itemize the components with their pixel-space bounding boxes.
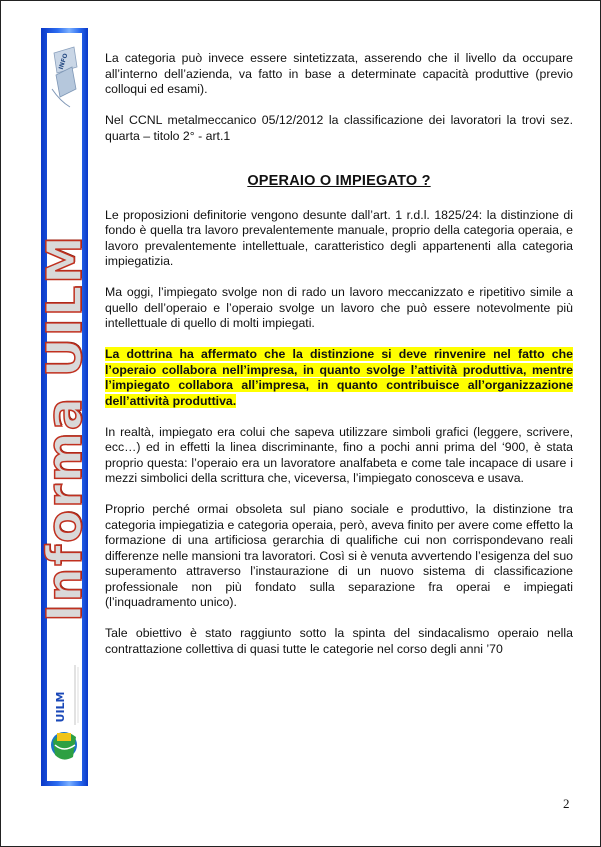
sidebar-inner [36,33,93,781]
paragraph-tale-obiettivo: Tale obiettivo è stato raggiunto sotto la spinta del sindacalismo operaio nella contrattazione collettiva di quasi tutte le categorie nel corso degli anni ’70 [105,626,573,656]
info-badge-text: INFO [57,52,70,71]
info-badge-icon [50,43,80,111]
paragraph-ma-oggi: Ma oggi, l’impiegato svolge non di rado un lavoro meccanizzato e ripetitivo simile a quello dell’operaio e l’operaio svolge un lavoro che può essere notevolmente più intellettuale di quello di molti impiegati. [105,285,573,330]
uilm-logo-text: UILM [54,691,67,723]
informa-uilm-sidebar [36,28,93,786]
paragraph-proposizioni: Le proposizioni definitorie vengono desunte dall’art. 1 r.d.l. 1825/24: la distinzione di fondo è quella tra lavoro prevalentemente manuale, proprio della categoria operaia, e lavoro prevalentemente intellettuale, caratteristico degli appartenenti alla categoria impiegatizia. [105,207,573,268]
vertical-title: Informa UILM [36,234,93,622]
section-heading: OPERAIO O IMPIEGATO ? [247,173,431,189]
paragraph-categoria: La categoria può invece essere sintetizzata, asserendo che il livello da occupare all’interno dell’azienda, va fatto in base a determinate capacità produttive (previo colloqui ed esami). [105,51,573,96]
page-number: 2 [563,796,570,811]
uilm-logo-icon [49,645,80,775]
paragraph-highlighted-wrapper [105,347,573,409]
paragraph-proprio-perche: Proprio perché ormai obsoleta sul piano sociale e produttivo, la distinzione tra categoria impiegatizia e categoria operaia, però, aveva finito per avere come effetto la formazione di una artificiosa gerarchia di qualifiche cui non corrispondevano reali differenze nelle mansioni tra lavoratori. Così si è venuta avvertendo l’esigenza del suo superamento attraverso l’instaurazione di un nuovo sistema di classificazione professionale non più fondato sulla separazione fra operai e impiegati (l’inquadramento unico). [105,502,574,609]
paragraph-dottrina-highlighted: La dottrina ha affermato che la distinzione si deve rinvenire nel fatto che l’operaio collabora nell’impresa, in quanto svolge l’attività produttiva, mentre l’impiegato collabora all’impresa, in quanto contribuisce all’organizzazione dell’attività produttiva. [105,347,573,408]
paragraph-in-realta: In realtà, impiegato era colui che sapeva utilizzare simboli grafici (leggere, scrivere, ecc…) ed in effetti la linea discriminante, fino a pochi anni prima del ‘900, è stata proprio questa: l’operaio era un lavoratore analfabeta e come tale incapace di usare i mezzi simbolici della scrittura che, viceversa, l’impiegato conosceva e usava. [105,424,573,485]
paragraph-ccnl: Nel CCNL metalmeccanico 05/12/2012 la classificazione dei lavoratori la trovi sez. quarta – titolo 2° - art.1 [105,113,573,143]
document-body [105,51,573,673]
